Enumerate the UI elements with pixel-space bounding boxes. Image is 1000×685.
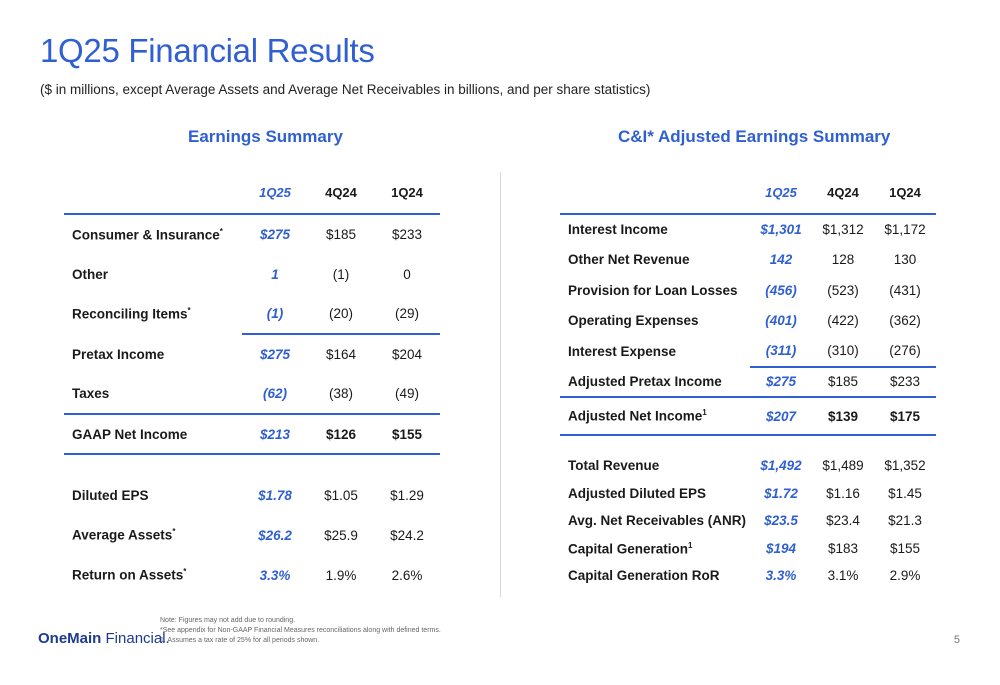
earnings-summary-panel <box>64 172 440 595</box>
table-row <box>560 245 936 276</box>
row-label-text: Other <box>72 266 109 282</box>
page-title: 1Q25 Financial Results <box>40 32 375 69</box>
column-header: 1Q24 <box>889 185 921 200</box>
current-quarter-value: 3.3% <box>259 567 291 583</box>
footnote-rounding: Note: Figures may not add due to rounding. <box>160 617 296 624</box>
row-label-text: Adjusted Net Income <box>568 408 703 424</box>
company-logo <box>38 630 170 647</box>
prior-quarter-value: $25.9 <box>324 527 358 543</box>
current-quarter-value: (1) <box>242 294 308 334</box>
row-label-text: Diluted EPS <box>72 487 149 503</box>
row-label-text: Reconciling Items <box>72 306 188 322</box>
prior-quarter-value: (362) <box>889 313 921 329</box>
row-label-text: Interest Income <box>568 222 668 238</box>
row-label-text: Operating Expenses <box>568 313 699 329</box>
row-label-text: Adjusted Pretax Income <box>568 373 722 389</box>
prior-quarter-value: $1,352 <box>884 458 926 474</box>
table-row <box>560 397 936 435</box>
current-quarter-value: $1,492 <box>760 458 802 474</box>
prior-quarter-value: (49) <box>394 386 419 401</box>
prior-quarter-value: $155 <box>889 540 921 556</box>
prior-quarter-value: $1.29 <box>390 487 424 503</box>
row-label <box>560 562 750 590</box>
ci-summary-panel <box>560 172 936 590</box>
prior-quarter-value: (422) <box>827 313 859 329</box>
current-quarter-value: $1.72 <box>764 485 798 501</box>
table-row <box>560 452 936 480</box>
prior-quarter-value: $21.3 <box>888 513 922 529</box>
row-label <box>64 414 242 454</box>
prior-quarter-value: $204 <box>391 347 423 362</box>
table-row <box>64 374 440 414</box>
prior-quarter-value: $155 <box>391 426 423 442</box>
prior-quarter-value: (29) <box>374 294 440 334</box>
ci-summary-heading: C&I* Adjusted Earnings Summary <box>618 127 891 146</box>
ci-metrics-table <box>560 452 936 590</box>
column-header: 4Q24 <box>827 185 859 200</box>
table-row <box>64 294 440 334</box>
page-subtitle: ($ in millions, except Average Assets and Average Net Receivables in billions, and per share statistics) <box>40 82 651 97</box>
table-row <box>64 334 440 374</box>
row-label-text: Consumer & Insurance <box>72 227 220 243</box>
row-label <box>560 245 750 276</box>
row-label-text: Avg. Net Receivables (ANR) <box>568 513 747 529</box>
column-header: 4Q24 <box>325 185 357 200</box>
logo-text-financial: Financial. <box>101 630 170 647</box>
row-label-text: Average Assets <box>72 527 173 543</box>
footnote-non-gaap: *See appendix for Non-GAAP Financial Measures reconciliations along with defined terms. <box>160 627 441 634</box>
prior-quarter-value: $185 <box>827 374 859 390</box>
logo-text-onemain: OneMain <box>38 630 102 647</box>
prior-quarter-value: $233 <box>391 227 423 242</box>
prior-quarter-value: $1,312 <box>822 222 864 238</box>
ci-header-row <box>560 172 936 214</box>
prior-quarter-value: $23.4 <box>826 513 860 529</box>
current-quarter-value: (401) <box>765 313 797 329</box>
row-label-text: Other Net Revenue <box>568 252 690 268</box>
column-header: 1Q24 <box>391 185 423 200</box>
prior-quarter-value: 1.9% <box>325 567 357 583</box>
current-quarter-value: $26.2 <box>258 527 292 543</box>
row-label-text: Return on Assets <box>72 567 184 583</box>
table-row <box>64 214 440 254</box>
earnings-metrics-table <box>64 475 440 595</box>
prior-quarter-value: (431) <box>889 282 921 298</box>
table-row <box>560 275 936 306</box>
row-label-text: Total Revenue <box>568 458 660 474</box>
current-quarter-value: $213 <box>259 426 291 442</box>
prior-quarter-value: $1,172 <box>884 222 926 238</box>
row-label-text: Adjusted Diluted EPS <box>568 485 707 501</box>
row-label-text: Capital Generation <box>568 541 689 556</box>
prior-quarter-value: 2.9% <box>889 568 921 584</box>
footnote-marker: 1 <box>702 408 707 418</box>
row-label-text: Provision for Loan Losses <box>568 282 738 298</box>
row-label <box>64 294 242 334</box>
row-label-text: Taxes <box>72 386 110 401</box>
row-label <box>64 374 242 414</box>
row-label <box>560 480 750 508</box>
row-label <box>560 275 750 306</box>
current-quarter-value: $275 <box>259 227 291 242</box>
prior-quarter-value: $1.45 <box>888 485 922 501</box>
current-quarter-value: 3.3% <box>765 568 797 584</box>
row-label <box>64 254 242 294</box>
column-header: 1Q25 <box>765 185 797 200</box>
prior-quarter-value: (20) <box>308 294 374 334</box>
table-row <box>560 214 936 245</box>
prior-quarter-value: $1,489 <box>822 458 864 474</box>
row-label-text: Pretax Income <box>72 346 165 362</box>
footnote-marker: * <box>187 306 191 316</box>
prior-quarter-value: 3.1% <box>827 568 859 584</box>
prior-quarter-value: 0 <box>403 266 411 282</box>
row-label <box>560 336 750 367</box>
current-quarter-value: 142 <box>769 252 793 268</box>
row-label <box>64 555 242 595</box>
prior-quarter-value: (276) <box>874 336 936 367</box>
current-quarter-value: (62) <box>262 386 287 401</box>
current-quarter-value: $1.78 <box>258 487 292 503</box>
earnings-summary-heading: Earnings Summary <box>188 127 343 146</box>
table-row <box>560 480 936 508</box>
prior-quarter-value: $24.2 <box>390 527 424 543</box>
footnote-tax-rate: 1. Assumes a tax rate of 25% for all periods shown. <box>160 637 320 644</box>
prior-quarter-value: $139 <box>827 408 859 424</box>
table-row <box>64 414 440 454</box>
prior-quarter-value: $175 <box>889 408 921 424</box>
table-row <box>560 306 936 337</box>
row-label-text: GAAP Net Income <box>72 426 188 442</box>
current-quarter-value: $207 <box>765 408 797 424</box>
table-row <box>560 367 936 398</box>
row-label <box>560 214 750 245</box>
row-label <box>64 334 242 374</box>
panel-divider <box>500 172 501 597</box>
prior-quarter-value: (1) <box>332 266 350 282</box>
prior-quarter-value: (310) <box>812 336 874 367</box>
current-quarter-value: $275 <box>259 347 291 362</box>
current-quarter-value: (311) <box>750 336 812 367</box>
row-label <box>64 515 242 555</box>
table-row <box>560 507 936 535</box>
row-label <box>64 214 242 254</box>
prior-quarter-value: $164 <box>325 347 357 362</box>
table-row <box>560 562 936 590</box>
prior-quarter-value: $126 <box>325 426 357 442</box>
prior-quarter-value: 128 <box>831 252 855 268</box>
current-quarter-value: $275 <box>765 374 797 390</box>
current-quarter-value: $194 <box>765 540 797 556</box>
prior-quarter-value: 130 <box>893 252 917 268</box>
table-row <box>64 515 440 555</box>
current-quarter-value: 1 <box>271 266 279 282</box>
row-label <box>560 367 750 398</box>
earnings-header-row <box>64 172 440 214</box>
footnote-marker: * <box>172 527 176 537</box>
row-label <box>560 535 750 563</box>
earnings-summary-table <box>64 172 440 455</box>
current-quarter-value: $1,301 <box>760 222 802 238</box>
footnote-marker: * <box>183 567 187 577</box>
prior-quarter-value: $233 <box>889 374 921 390</box>
prior-quarter-value: 2.6% <box>391 567 423 583</box>
row-label-text: Capital Generation RoR <box>568 568 720 584</box>
prior-quarter-value: $183 <box>827 540 859 556</box>
row-label <box>560 306 750 337</box>
table-row <box>64 475 440 515</box>
row-label <box>560 397 750 435</box>
prior-quarter-value: (523) <box>827 282 859 298</box>
current-quarter-value: (456) <box>765 282 797 298</box>
footnote-marker: * <box>219 226 223 236</box>
ci-summary-table <box>560 172 936 436</box>
prior-quarter-value: $185 <box>325 227 357 242</box>
row-label <box>560 507 750 535</box>
current-quarter-value: $23.5 <box>764 513 798 529</box>
column-header: 1Q25 <box>259 185 291 200</box>
page-number: 5 <box>953 634 960 646</box>
prior-quarter-value: $1.16 <box>826 485 860 501</box>
table-row <box>64 254 440 294</box>
footnote-marker: 1 <box>688 540 693 550</box>
table-row <box>560 535 936 563</box>
prior-quarter-value: (38) <box>328 386 353 401</box>
row-label <box>64 475 242 515</box>
prior-quarter-value: $1.05 <box>324 487 358 503</box>
row-label-text: Interest Expense <box>568 343 677 359</box>
table-row <box>560 336 936 367</box>
table-row <box>64 555 440 595</box>
row-label <box>560 452 750 480</box>
